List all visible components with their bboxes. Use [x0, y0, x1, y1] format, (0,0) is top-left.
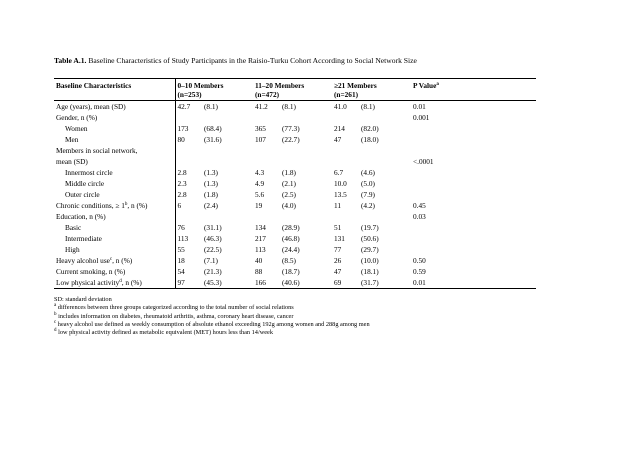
cell-0-10-value: 2.3: [175, 178, 202, 189]
cell-21-plus-pct: (19.7): [361, 223, 379, 232]
table-row: [54, 211, 536, 222]
cell-21-plus-value: 26: [334, 256, 342, 265]
cell-0-10-value: 2.8: [175, 167, 202, 178]
cell-21-plus-value: [332, 112, 359, 123]
row-label: Women: [65, 124, 88, 133]
row-label: Middle circle: [65, 179, 105, 188]
cell-21-plus-value: 77: [334, 245, 342, 254]
cell-0-10-value: 55: [175, 244, 202, 255]
cell-21-plus-pct: (5.0): [361, 179, 375, 188]
table-footnotes: [54, 296, 370, 337]
row-label: Members in social network,: [56, 146, 138, 155]
cell-11-20-value: 217: [255, 234, 266, 243]
cell-11-20-pct: (46.8): [282, 234, 300, 243]
cell-p-value: 0.01: [413, 102, 426, 111]
cell-0-10-value: 54: [175, 266, 202, 277]
cell-0-10-pct: (2.4): [204, 201, 218, 210]
cell-21-plus-pct: (10.0): [361, 256, 379, 265]
cell-0-10-value: 173: [175, 123, 202, 134]
table-row: [54, 167, 536, 178]
cell-21-plus-pct: [359, 156, 411, 167]
cell-0-10-pct: [202, 112, 253, 123]
cell-11-20-pct: (8.5): [282, 256, 296, 265]
table-row: [54, 200, 536, 211]
cell-11-20-pct: (40.6): [282, 278, 300, 287]
cell-11-20-value: 5.6: [255, 190, 265, 199]
row-label: Outer circle: [65, 190, 100, 199]
cell-21-plus-value: 10.0: [334, 179, 347, 188]
cell-11-20-pct: (18.7): [282, 267, 300, 276]
cell-21-plus-value: 131: [334, 234, 345, 243]
cell-11-20-value: 40: [255, 256, 263, 265]
footnote: $^d$ low physical activity defined as metabolic equivalent (MET) hours less than 14/week: [54, 328, 273, 337]
row-label: Chronic conditions, ≥ $1^b$, n (%): [56, 201, 148, 210]
row-label: Current smoking, n (%): [56, 267, 126, 276]
row-label: Low physical activity$^d$, n (%): [56, 278, 142, 287]
cell-21-plus-pct: (8.1): [361, 102, 375, 111]
cell-11-20-pct: [280, 145, 332, 156]
cell-0-10-value: 80: [175, 134, 202, 145]
cell-21-plus-pct: (50.6): [361, 234, 379, 243]
header-p-value: P Value$^a$: [413, 81, 439, 90]
cell-21-plus-value: 47: [334, 135, 342, 144]
cell-0-10-pct: (31.6): [204, 135, 222, 144]
cell-11-20-pct: (24.4): [282, 245, 300, 254]
cell-11-20-value: [253, 145, 280, 156]
cell-p-value: [411, 145, 536, 156]
caption-text: Baseline Characteristics of Study Participants in the Raisio-Turku Cohort According to Social Network Size: [88, 56, 417, 65]
table-row: [54, 277, 536, 289]
cell-0-10-pct: [202, 211, 253, 222]
cell-0-10-value: 76: [175, 222, 202, 233]
cell-11-20-value: 365: [255, 124, 266, 133]
cell-11-20-value: 113: [255, 245, 266, 254]
cell-21-plus-pct: [359, 112, 411, 123]
cell-21-plus-value: 11: [334, 201, 342, 210]
footnote: $^b$ includes information on diabetes, rheumatoid arthritis, asthma, coronary heart disease, cancer: [54, 311, 294, 320]
cell-11-20-pct: (8.1): [282, 102, 296, 111]
cell-p-value: 0.50: [413, 256, 426, 265]
cell-11-20-pct: [280, 156, 332, 167]
cell-11-20-value: 107: [255, 135, 266, 144]
table-row: [54, 145, 536, 156]
cell-21-plus-pct: (18.1): [361, 267, 379, 276]
cell-11-20-pct: (2.1): [282, 179, 296, 188]
cell-21-plus-value: [332, 156, 359, 167]
cell-21-plus-pct: (4.2): [361, 201, 375, 210]
cell-11-20-value: 88: [255, 267, 263, 276]
cell-11-20-pct: (4.0): [282, 201, 296, 210]
row-label: Basic: [65, 223, 82, 232]
footnote: $^c$ heavy alcohol use defined as weekly consumption of absolute ethanol exceeding 192g among women and 288g among men: [54, 319, 370, 328]
header-row: [54, 79, 536, 101]
cell-11-20-value: [253, 211, 280, 222]
cell-p-value: [411, 123, 536, 134]
header-group-21-plus: ≥21 Members (n=261): [334, 81, 377, 99]
header-group-0-10: 0–10 Members (n=253): [175, 79, 253, 101]
cell-p-value: [411, 222, 536, 233]
cell-21-plus-value: 6.7: [334, 168, 344, 177]
cell-0-10-value: 6: [175, 200, 202, 211]
cell-21-plus-value: 13.5: [334, 190, 347, 199]
cell-p-value: [411, 178, 536, 189]
cell-21-plus-value: 51: [334, 223, 342, 232]
cell-11-20-value: [253, 156, 280, 167]
baseline-characteristics-table: [54, 78, 536, 289]
row-label: Men: [65, 135, 79, 144]
row-label: Age (years), mean (SD): [56, 102, 126, 111]
cell-0-10-pct: (1.8): [204, 190, 218, 199]
table-body: [54, 101, 536, 289]
row-label: Gender, n (%): [56, 113, 98, 122]
cell-0-10-pct: (68.4): [204, 124, 222, 133]
cell-p-value: 0.59: [413, 267, 426, 276]
table-row: [54, 112, 536, 123]
cell-0-10-pct: (31.1): [204, 223, 222, 232]
cell-21-plus-pct: [359, 145, 411, 156]
cell-11-20-pct: (22.7): [282, 135, 300, 144]
cell-p-value: [411, 167, 536, 178]
cell-21-plus-value: 214: [334, 124, 345, 133]
cell-0-10-value: 18: [175, 255, 202, 266]
table-caption: [54, 56, 417, 65]
cell-21-plus-pct: (29.7): [361, 245, 379, 254]
cell-21-plus-pct: (31.7): [361, 278, 379, 287]
cell-0-10-pct: (46.3): [204, 234, 222, 243]
cell-21-plus-pct: (7.9): [361, 190, 375, 199]
table-row: [54, 123, 536, 134]
cell-0-10-value: [175, 112, 202, 123]
header-group-11-20: 11–20 Members (n=472): [255, 81, 305, 99]
cell-0-10-pct: (1.3): [204, 179, 218, 188]
cell-11-20-value: 166: [255, 278, 266, 287]
cell-0-10-value: [175, 211, 202, 222]
cell-11-20-pct: (28.9): [282, 223, 300, 232]
cell-11-20-pct: [280, 112, 332, 123]
cell-11-20-value: 4.9: [255, 179, 265, 188]
cell-11-20-pct: [280, 211, 332, 222]
row-label: mean (SD): [56, 157, 88, 166]
cell-11-20-pct: (2.5): [282, 190, 296, 199]
cell-21-plus-value: 41.0: [334, 102, 347, 111]
cell-0-10-pct: (22.5): [204, 245, 222, 254]
footnote: $^a$ differences between three groups categorized according to the total number of social relations: [54, 303, 294, 312]
row-label: Intermediate: [65, 234, 102, 243]
cell-0-10-value: 2.8: [175, 189, 202, 200]
cell-0-10-pct: (8.1): [204, 102, 218, 111]
table-row: [54, 189, 536, 200]
cell-21-plus-value: [332, 145, 359, 156]
cell-11-20-value: 41.2: [255, 102, 268, 111]
cell-0-10-pct: (7.1): [204, 256, 218, 265]
cell-0-10-value: [175, 145, 202, 156]
cell-p-value: [411, 189, 536, 200]
table-row: [54, 255, 536, 266]
cell-0-10-value: 97: [175, 277, 202, 289]
table-row: [54, 178, 536, 189]
cell-0-10-value: 113: [175, 233, 202, 244]
table-row: [54, 244, 536, 255]
cell-21-plus-value: 69: [334, 278, 342, 287]
footnote: SD: standard deviation: [54, 296, 112, 303]
row-label: Heavy alcohol use$^c$, n (%): [56, 256, 133, 265]
cell-p-value: [411, 134, 536, 145]
cell-21-plus-pct: (82.0): [361, 124, 379, 133]
cell-0-10-pct: (21.3): [204, 267, 222, 276]
cell-11-20-value: 4.3: [255, 168, 265, 177]
cell-11-20-pct: (1.8): [282, 168, 296, 177]
table-row: [54, 101, 536, 113]
cell-p-value: 0.01: [413, 278, 426, 287]
cell-21-plus-pct: (18.0): [361, 135, 379, 144]
cell-0-10-value: [175, 156, 202, 167]
cell-11-20-value: 19: [255, 201, 263, 210]
table-row: [54, 156, 536, 167]
cell-p-value: [411, 233, 536, 244]
cell-p-value: [411, 244, 536, 255]
cell-11-20-value: 134: [255, 223, 266, 232]
cell-21-plus-value: 47: [334, 267, 342, 276]
row-label: Education, n (%): [56, 212, 106, 221]
cell-p-value: 0.45: [413, 201, 426, 210]
caption-label: Table A.1.: [54, 56, 87, 65]
cell-21-plus-value: [332, 211, 359, 222]
cell-0-10-pct: (1.3): [204, 168, 218, 177]
table-row: [54, 266, 536, 277]
table-row: [54, 222, 536, 233]
cell-0-10-value: 42.7: [175, 101, 202, 113]
row-label: Innermost circle: [65, 168, 113, 177]
cell-0-10-pct: [202, 156, 253, 167]
cell-0-10-pct: (45.3): [204, 278, 222, 287]
cell-p-value: 0.03: [413, 212, 426, 221]
row-label: High: [65, 245, 80, 254]
cell-p-value: <.0001: [413, 157, 434, 166]
cell-11-20-value: [253, 112, 280, 123]
header-characteristics: Baseline Characteristics: [56, 81, 132, 90]
cell-21-plus-pct: [359, 211, 411, 222]
table-row: [54, 233, 536, 244]
cell-0-10-pct: [202, 145, 253, 156]
table-row: [54, 134, 536, 145]
cell-21-plus-pct: (4.6): [361, 168, 375, 177]
cell-p-value: 0.001: [413, 113, 430, 122]
cell-11-20-pct: (77.3): [282, 124, 300, 133]
